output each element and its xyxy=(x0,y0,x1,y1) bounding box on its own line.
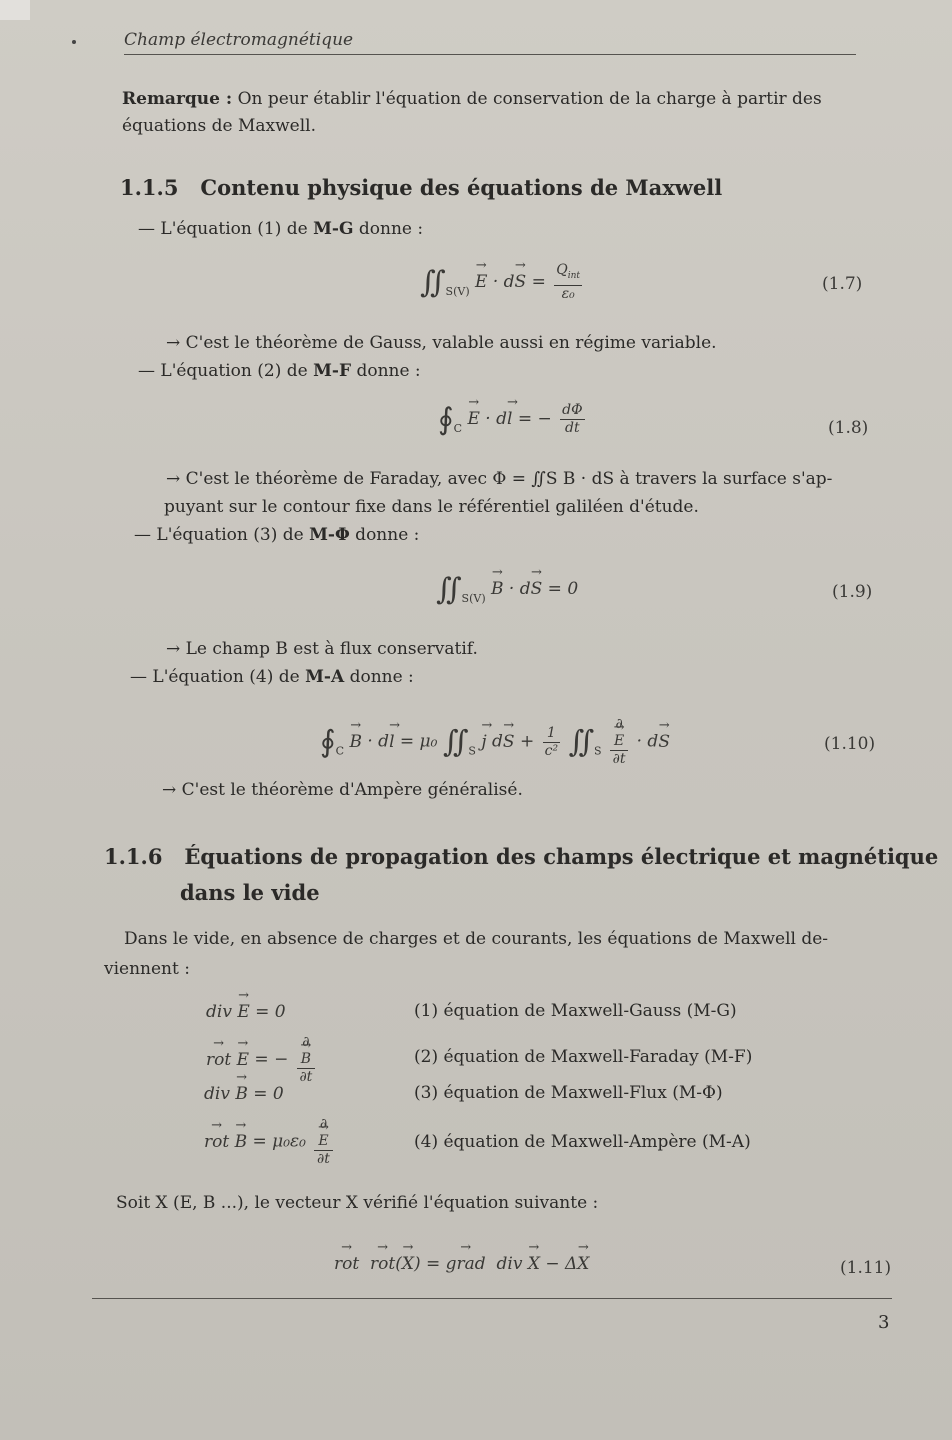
page-corner xyxy=(0,0,30,20)
maxwell-label-4: (4) équation de Maxwell-Ampère (M-A) xyxy=(414,1132,751,1152)
soit-paragraph: Soit X (E, B ...), le vecteur X vérifié l'équation suivante : xyxy=(116,1193,599,1213)
maxwell-label-1: (1) équation de Maxwell-Gauss (M-G) xyxy=(414,1001,737,1021)
section-heading-115 xyxy=(120,175,722,200)
maxwell-eq-4: → rot → B = μ₀ε₀ ∂ → E ∂t xyxy=(204,1116,336,1168)
equation-number: (1.8) xyxy=(828,418,869,438)
section-number: 1.1.6 xyxy=(104,844,163,869)
equation-gauss: $∬_{S(V)} \to E \cdot d\to S$ = $\frac{Q_{int}}{\text{ε₀}}$ xyxy=(420,262,585,303)
item-intro-ma: — L'équation (4) de M-A donne : xyxy=(130,667,414,687)
margin-dot xyxy=(72,40,76,44)
page-number: 3 xyxy=(878,1312,890,1333)
comment-faraday-cont: puyant sur le contour fixe dans le référentiel galiléen d'étude. xyxy=(164,497,699,517)
comment-gauss: → C'est le théorème de Gauss, valable aussi en régime variable. xyxy=(166,333,717,353)
maxwell-eq-3: div → B = 0 xyxy=(204,1084,284,1104)
footer-rule xyxy=(92,1298,892,1299)
remark-label: Remarque : xyxy=(122,89,233,109)
section-heading-116 xyxy=(104,844,938,869)
section-title: Contenu physique des équations de Maxwell xyxy=(200,175,723,200)
maxwell-eq-2: → rot → E = − ∂ → B ∂t xyxy=(206,1034,318,1086)
equation-number: (1.7) xyxy=(822,274,863,294)
comment-ampere: → C'est le théorème d'Ampère généralisé. xyxy=(162,780,523,800)
comment-flux: → Le champ B est à flux conservatif. xyxy=(166,639,478,659)
running-header: Champ électromagnétique xyxy=(124,30,856,55)
section-number: 1.1.5 xyxy=(120,175,179,200)
section-title: Équations de propagation des champs électrique et magnétique xyxy=(184,844,939,869)
equation-number: (1.9) xyxy=(832,582,873,602)
item-intro-mphi: — L'équation (3) de M-Φ donne : xyxy=(134,525,420,545)
comment-faraday: → C'est le théorème de Faraday, avec Φ = ∬S B · dS à travers la surface s'ap- xyxy=(166,469,833,489)
remark-paragraph xyxy=(122,86,862,140)
equation-faraday: $∮_C \to E \cdot d\to l$ = − $\frac{d\Phi}{dt}$ xyxy=(438,402,588,437)
maxwell-label-2: (2) équation de Maxwell-Faraday (M-F) xyxy=(414,1047,753,1067)
equation-number: (1.11) xyxy=(840,1258,892,1278)
equation-rot-rot: → rot → rot(→ X) = → grad div → X − Δ→ X xyxy=(334,1254,589,1274)
equation-number: (1.10) xyxy=(824,734,876,754)
equation-flux: $∬_{S(V)} \to B \cdot d\to S = 0$ xyxy=(436,572,578,607)
section-intro: Dans le vide, en absence de charges et de courants, les équations de Maxwell de- xyxy=(124,929,829,949)
item-intro-mg: — L'équation (1) de M-G donne : xyxy=(138,219,424,239)
remark-text: On peur établir l'équation de conservation de la charge à partir des équations de Maxwell. xyxy=(122,89,822,136)
equation-ampere: $∮_C \to B \cdot d\to l = \mu_0$ $∬_S \to j$ d→ S + $\frac{1}{\text{c²}}$ $∬_S$ ∂ → E ∂t · d→ S xyxy=(320,716,670,768)
maxwell-label-3: (3) équation de Maxwell-Flux (M-Φ) xyxy=(414,1083,723,1103)
section-title-cont: dans le vide xyxy=(180,880,320,905)
item-intro-mf: — L'équation (2) de M-F donne : xyxy=(138,361,421,381)
section-intro-cont: viennent : xyxy=(104,959,190,979)
maxwell-eq-1: div → E = 0 xyxy=(206,1002,286,1022)
